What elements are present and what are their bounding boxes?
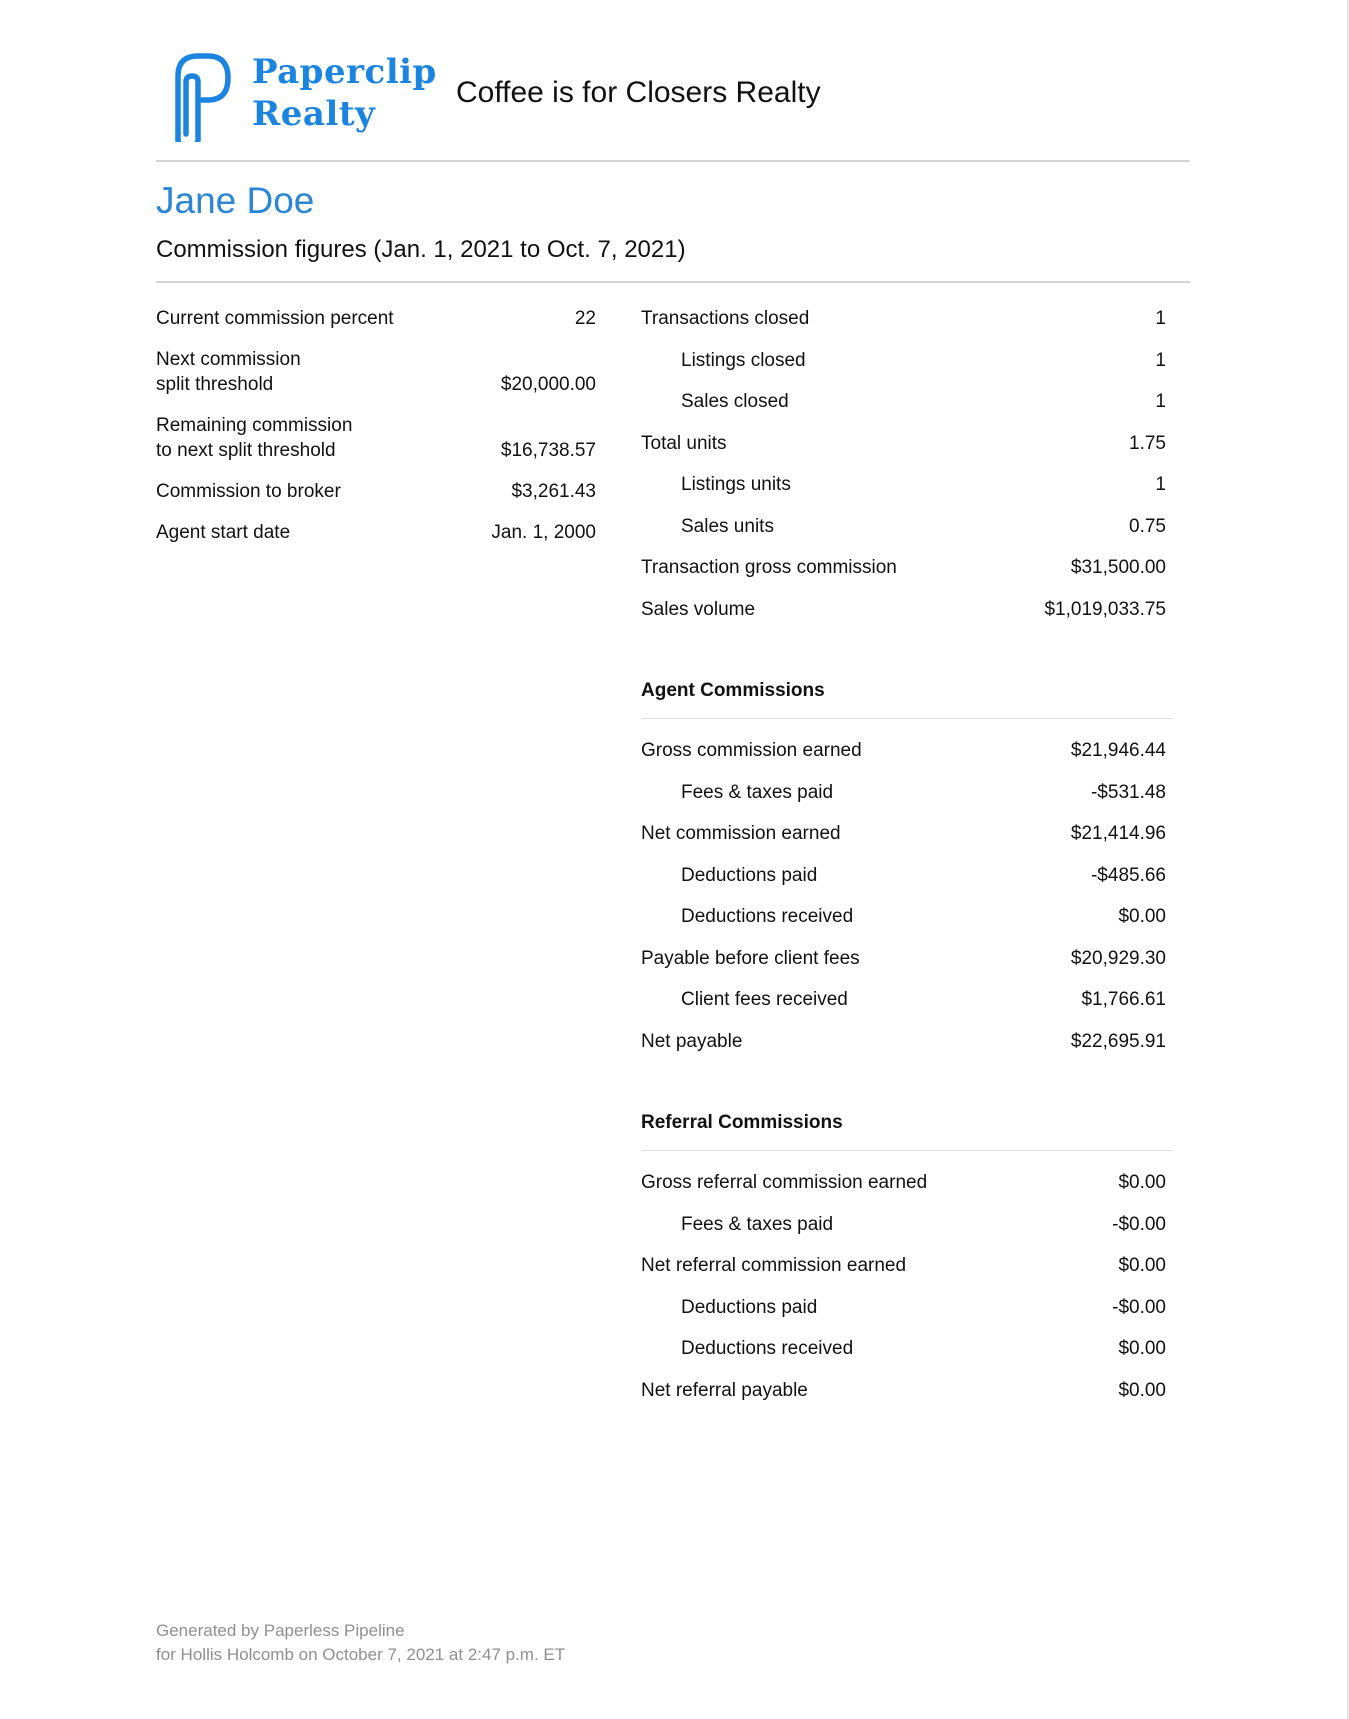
row-label: Sales units [681, 515, 774, 537]
sales-volume-row [641, 597, 1166, 639]
row-label: Agent start date [156, 522, 291, 543]
listings-units-row [641, 472, 1166, 514]
footer-generated-by: Generated by Paperless Pipeline [156, 1621, 405, 1640]
footer-generated-for: for Hollis Holcomb on October 7, 2021 at 2:47 p.m. ET [156, 1645, 566, 1664]
row-label: Listings units [681, 474, 791, 495]
row-label: Sales closed [681, 391, 789, 412]
table-row [641, 738, 1166, 780]
row-value: $3,261.43 [511, 481, 596, 502]
row-label: Listings closed [681, 349, 806, 371]
section-divider [641, 1150, 1173, 1151]
transactions-closed-row [641, 306, 1166, 348]
report-header [156, 48, 1190, 160]
referral-commissions-section [641, 1110, 1166, 1419]
section-title: Referral Commissions [641, 1112, 843, 1133]
row-label: Net referral payable [641, 1379, 808, 1401]
company-name: Coffee is for Closers Realty [456, 76, 821, 109]
row-label: Deductions received [681, 1338, 854, 1359]
title-divider [156, 281, 1190, 283]
paperclip-icon [164, 50, 234, 142]
agent-commissions-section [641, 678, 1166, 1070]
logo-line-2: Realty [252, 94, 376, 134]
row-value: $1,019,033.75 [1044, 598, 1166, 620]
table-row [641, 1378, 1166, 1420]
row-value: 0.75 [1129, 515, 1166, 537]
report-period: Commission figures (Jan. 1, 2021 to Oct. 7, 2021) [156, 236, 686, 263]
row-value: 1 [1155, 391, 1166, 412]
row-value: -$0.00 [1112, 1213, 1166, 1235]
row-label: Payable before client fees [641, 947, 860, 969]
agent-summary-column [156, 306, 596, 561]
header-divider [156, 160, 1190, 162]
row-label: Current commission percent [156, 308, 394, 329]
section-title: Agent Commissions [641, 680, 825, 701]
row-label: Client fees received [681, 989, 848, 1010]
summary-row [156, 306, 596, 331]
row-value: 1 [1155, 349, 1166, 371]
table-row [641, 1029, 1166, 1071]
listings-closed-row [641, 348, 1166, 390]
row-label: Deductions paid [681, 1296, 818, 1318]
row-label: Fees & taxes paid [681, 1213, 834, 1235]
row-label: Transactions closed [641, 308, 810, 329]
row-value: -$485.66 [1090, 864, 1166, 886]
sales-closed-row [641, 389, 1166, 431]
row-value: $0.00 [1118, 906, 1166, 927]
row-value: $1,766.61 [1081, 989, 1166, 1010]
brand-logo [164, 48, 437, 144]
row-label: Remaining commission to next split threshold [156, 415, 353, 461]
table-row [641, 904, 1166, 946]
row-value: $21,946.44 [1070, 740, 1166, 761]
row-value: $31,500.00 [1070, 557, 1166, 578]
logo-line-1: Paperclip [252, 52, 437, 92]
total-units-row [641, 431, 1166, 473]
row-label: Total units [641, 432, 727, 454]
row-value: 1.75 [1129, 432, 1166, 454]
transaction-gross-commission-row [641, 555, 1166, 597]
report-footer [156, 1619, 565, 1667]
sales-units-row [641, 514, 1166, 556]
agent-name: Jane Doe [156, 180, 315, 221]
row-label: Net payable [641, 1030, 743, 1052]
table-row [641, 863, 1166, 905]
logo-wordmark [252, 51, 437, 135]
row-label: Net referral commission earned [641, 1255, 907, 1276]
row-value: Jan. 1, 2000 [491, 522, 596, 543]
row-label: Deductions received [681, 906, 854, 927]
table-row [641, 1212, 1166, 1254]
table-row [641, 780, 1166, 822]
row-value: $16,738.57 [500, 440, 596, 461]
table-row [641, 1295, 1166, 1337]
row-value: -$0.00 [1112, 1296, 1166, 1318]
transaction-summary-column [641, 306, 1166, 1419]
summary-row [156, 413, 596, 463]
row-label: Gross commission earned [641, 740, 862, 761]
table-row [641, 1253, 1166, 1295]
row-value: $0.00 [1118, 1338, 1166, 1359]
row-label: Deductions paid [681, 864, 818, 886]
row-value: -$531.48 [1090, 781, 1166, 803]
row-value: $20,000.00 [500, 374, 596, 395]
row-value: $0.00 [1118, 1172, 1166, 1193]
row-label: Sales volume [641, 598, 756, 620]
row-value: 1 [1155, 474, 1166, 495]
table-row [641, 946, 1166, 988]
row-value: $0.00 [1118, 1255, 1166, 1276]
table-row [641, 987, 1166, 1029]
row-label: Net commission earned [641, 823, 841, 844]
row-label: Fees & taxes paid [681, 781, 834, 803]
row-value: $0.00 [1118, 1379, 1166, 1401]
row-value: $21,414.96 [1070, 823, 1166, 844]
summary-row [156, 479, 596, 504]
row-value: 22 [574, 308, 596, 329]
section-divider [641, 718, 1173, 719]
summary-row [156, 347, 596, 397]
table-row [641, 1336, 1166, 1378]
summary-row [156, 520, 596, 545]
row-label: Transaction gross commission [641, 557, 897, 578]
row-value: 1 [1155, 308, 1166, 329]
row-value: $22,695.91 [1070, 1030, 1166, 1052]
row-label: Gross referral commission earned [641, 1172, 928, 1193]
row-label: Next commission split threshold [156, 349, 301, 395]
row-value: $20,929.30 [1070, 947, 1166, 969]
row-label: Commission to broker [156, 481, 341, 502]
table-row [641, 1170, 1166, 1212]
table-row [641, 821, 1166, 863]
